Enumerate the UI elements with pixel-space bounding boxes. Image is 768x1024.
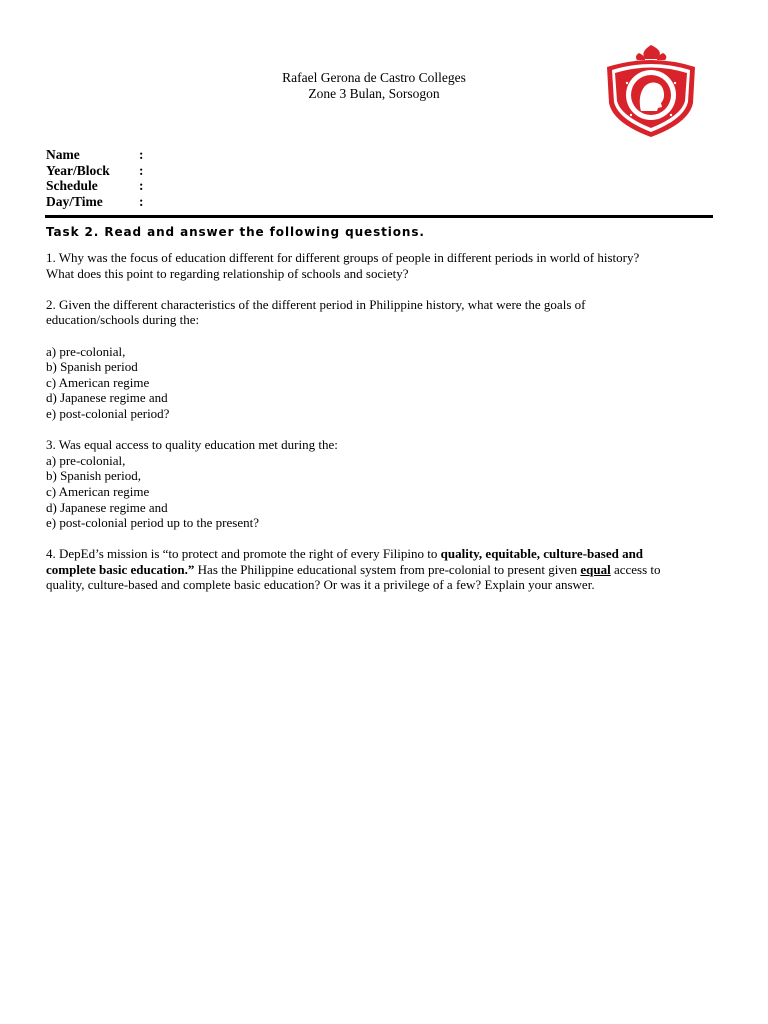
question-2-item: a) pre-colonial, <box>46 343 126 359</box>
question-4-line-2: complete basic education.” Has the Philippine educational system from pre-colonial to present given equal access to <box>46 561 661 577</box>
question-4-line-1: 4. DepEd’s mission is “to protect and promote the right of every Filipino to quality, equitable, culture-based and <box>46 546 644 562</box>
equal-emphasis: equal <box>580 561 611 577</box>
school-seal-logo <box>601 43 701 139</box>
question-3-item: a) pre-colonial, <box>46 452 126 468</box>
field-year-block: Year/Block : <box>46 162 144 178</box>
question-3-line-1: 3. Was equal access to quality education met during the: <box>46 437 338 453</box>
question-2-item: c) American regime <box>46 374 150 390</box>
question-4-line-3: quality, culture-based and complete basic education? Or was it a privilege of a few? Explain your answer. <box>46 577 595 593</box>
question-2-line-1: 2. Given the different characteristics of the different period in Philippine history, what were the goals of <box>46 296 586 312</box>
question-3-item: e) post-colonial period up to the present? <box>46 515 259 531</box>
question-1-line-2: What does this point to regarding relationship of schools and society? <box>46 265 409 281</box>
field-name: Name : <box>46 147 144 162</box>
question-2-item: b) Spanish period <box>46 359 138 375</box>
question-3-item: c) American regime <box>46 483 150 499</box>
task-title: Task 2. Read and answer the following questions. <box>46 225 425 239</box>
field-schedule: Schedule : <box>46 178 144 193</box>
field-day-time: Day/Time : <box>46 193 144 209</box>
school-address: Zone 3 Bulan, Sorsogon <box>308 86 440 101</box>
question-2-item: d) Japanese regime and <box>46 390 168 406</box>
question-3-item: b) Spanish period, <box>46 468 141 484</box>
question-3-item: d) Japanese regime and <box>46 499 168 515</box>
student-info-fields <box>46 147 144 209</box>
question-1-line-1: 1. Why was the focus of education different for different groups of people in different periods in world of history? <box>46 250 640 265</box>
questions-body <box>46 250 726 593</box>
question-2-item: e) post-colonial period? <box>46 405 170 421</box>
school-name: Rafael Gerona de Castro Colleges <box>282 70 466 85</box>
question-2-line-2: education/schools during the: <box>46 312 200 328</box>
header-divider <box>45 215 713 218</box>
